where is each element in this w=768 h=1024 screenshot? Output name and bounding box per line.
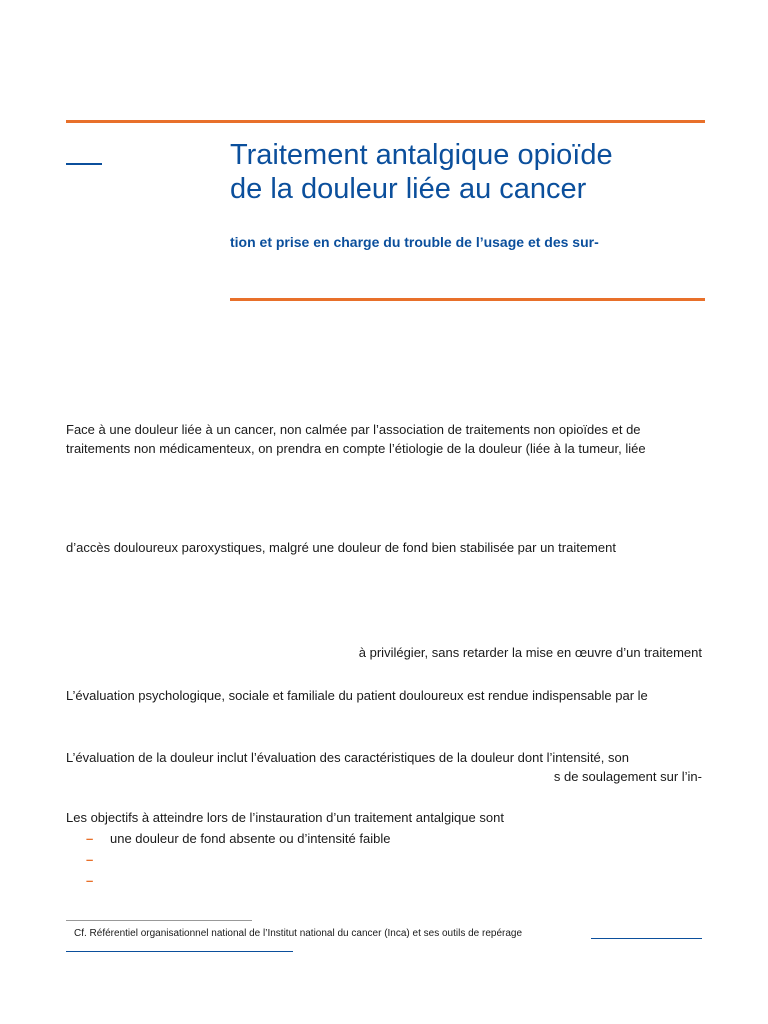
paragraph-intro-line-1: Face à une douleur liée à un cancer, non calmée par l’association de traitements non opioïdes et de (66, 422, 641, 437)
paragraph-pain-evaluation-line-1: L’évaluation de la douleur inclut l’évaluation des caractéristiques de la douleur dont l’intensité, son (66, 750, 629, 765)
paragraph-privilege: à privilégier, sans retarder la mise en œuvre d’un traitement (358, 645, 702, 660)
footnote-blue-underline-right (591, 938, 702, 939)
paragraph-objectives: Les objectifs à atteindre lors de l’instauration d’un traitement antalgique sont (66, 810, 504, 825)
footnote-blue-underline-left (66, 951, 293, 952)
list-item (86, 850, 390, 871)
paragraph-paroxysmal: d’accès douloureux paroxystiques, malgré une douleur de fond bien stabilisée par un traitement (66, 540, 616, 555)
document-subtitle: tion et prise en charge du trouble de l’usage et des sur- (230, 234, 599, 250)
title-line-1: Traitement antalgique opioïde (230, 139, 613, 171)
paragraph-pain-evaluation (66, 748, 702, 786)
footnote-text: Cf. Référentiel organisationnel national de l’Institut national du cancer (Inca) et ses outils de repérage (74, 928, 523, 939)
list-item (86, 871, 390, 892)
document-title (230, 138, 700, 206)
paragraph-pain-evaluation-line-2: s de soulagement sur l’in- (553, 769, 702, 784)
top-orange-rule (66, 120, 705, 123)
list-dash: – (86, 873, 94, 888)
objectives-list (86, 829, 390, 892)
list-item (86, 829, 390, 850)
paragraph-intro-line-2: traitements non médicamenteux, on prendra en compte l’étiologie de la douleur (liée à la tumeur, liée (66, 441, 646, 456)
list-item-text: une douleur de fond absente ou d’intensité faible (110, 831, 391, 846)
paragraph-intro (66, 420, 702, 458)
title-orange-rule (230, 298, 705, 301)
list-dash: – (86, 852, 94, 867)
list-dash: – (86, 831, 94, 846)
footnote-separator (66, 920, 252, 921)
paragraph-psychological-evaluation: L’évaluation psychologique, sociale et familiale du patient douloureux est rendue indispensable par le (66, 688, 648, 703)
section-marker-dash (66, 163, 102, 165)
title-line-2: de la douleur liée au cancer (230, 173, 587, 205)
